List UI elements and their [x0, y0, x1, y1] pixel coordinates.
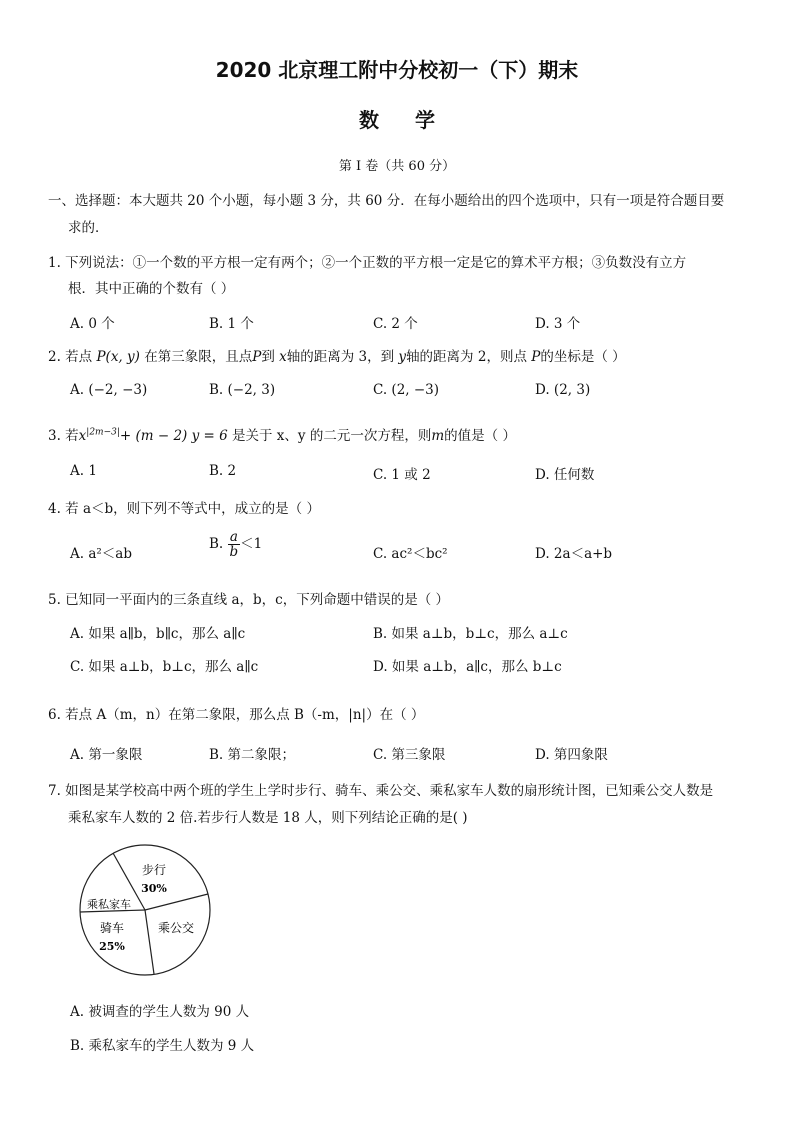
pie-label-bus: 乘公交 [157, 921, 195, 935]
question-6-option-c: C. 第三象限 [373, 747, 446, 763]
pie-chart [70, 840, 220, 980]
q2-point-p-expr: P(x, y) [96, 349, 140, 365]
q2-part-g: 轴的距离为 3，到 [286, 349, 395, 365]
question-2-option-d: D. (2, 3) [535, 382, 591, 398]
question-6-stem: 6. 若点 A（m，n）在第二象限，那么点 B（-m，|n|）在（ ） [48, 707, 425, 723]
q2-part-k: 的坐标是（ ） [540, 349, 626, 365]
section-heading: 第 I 卷（共 60 分） [338, 159, 456, 174]
question-2-option-c: C. (2, −3) [373, 382, 440, 398]
pie-label-walk: 步行 [141, 863, 167, 877]
pie-label-bike: 骑车 [99, 921, 125, 935]
q3-var-m: m [431, 428, 445, 444]
question-5-stem: 5. 已知同一平面内的三条直线 a，b，c，下列命题中错误的是（ ） [48, 592, 450, 608]
question-5-option-d: D. 如果 a⊥b，a∥c，那么 b⊥c [373, 659, 562, 675]
question-3-stem [48, 424, 516, 444]
question-2-stem [48, 345, 626, 365]
question-3-option-d: D. 任何数 [535, 467, 595, 483]
question-4-option-c: C. ac²＜bc² [373, 546, 448, 562]
q4-fraction-numerator: a [228, 530, 241, 545]
part-intro-line1: 一、选择题：本大题共 20 个小题，每小题 3 分，共 60 分．在每小题给出的四个选项中，只有一项是符合题目要 [48, 193, 725, 209]
question-4-stem: 4. 若 a＜b，则下列不等式中，成立的是（ ） [48, 501, 320, 517]
question-4-option-d: D. 2a＜a+b [535, 546, 613, 562]
question-2-option-b: B. (−2, 3) [209, 382, 276, 398]
q3-var-x: x [78, 428, 87, 444]
question-1-stem-line2: 根．其中正确的个数有（ ） [68, 281, 235, 297]
question-3-option-b: B. 2 [209, 463, 237, 479]
question-1-option-b: B. 1 个 [209, 316, 254, 332]
q4-option-b-tail: ＜1 [240, 536, 263, 552]
question-5-option-b: B. 如果 a⊥b，b⊥c，那么 a⊥c [373, 626, 568, 642]
q2-part-e: 到 [261, 349, 275, 365]
question-2-option-a: A. (−2, −3) [70, 382, 148, 398]
pie-value-bike: 25% [99, 940, 125, 953]
question-1-option-a: A. 0 个 [70, 316, 115, 332]
question-5-option-c: C. 如果 a⊥b，b⊥c，那么 a∥c [70, 659, 259, 675]
question-7-option-a: A. 被调查的学生人数为 90 人 [70, 1004, 250, 1020]
pie-value-walk: 30% [141, 882, 167, 895]
q2-part-a: 2. 若点 [48, 349, 93, 365]
pie-label-private-car: 乘私家车 [87, 898, 131, 911]
question-7-stem-line2: 乘私家车人数的 2 倍.若步行人数是 18 人，则下列结论正确的是( ) [68, 810, 468, 826]
q3-part-f: 的值是（ ） [444, 428, 516, 444]
question-1-option-c: C. 2 个 [373, 316, 418, 332]
question-4-option-b [209, 530, 262, 559]
question-5-option-a: A. 如果 a∥b，b∥c，那么 a∥c [70, 626, 246, 642]
page-title: 2020 北京理工附中分校初一（下）期末 [215, 58, 579, 82]
question-6-option-b: B. 第二象限； [209, 747, 296, 763]
q2-point-p-2: P [531, 349, 541, 365]
q2-point-p: P [252, 349, 262, 365]
q2-part-i: 轴的距离为 2，则点 [406, 349, 527, 365]
part-intro-line2: 求的． [68, 220, 109, 236]
question-3-option-a: A. 1 [70, 463, 97, 479]
q4-option-b-label: B. [209, 536, 224, 552]
q2-axis-x: x [279, 349, 287, 365]
question-4-option-a: A. a²＜ab [70, 546, 132, 562]
q4-fraction-denominator: b [229, 544, 239, 560]
subject-title: 数学 [359, 108, 471, 132]
q2-part-c: 在第三象限，且点 [144, 349, 253, 365]
question-6-option-d: D. 第四象限 [535, 747, 608, 763]
question-1-option-d: D. 3 个 [535, 316, 581, 332]
q3-exponent: |2m−3| [86, 427, 120, 438]
question-7-stem-line1: 7. 如图是某学校高中两个班的学生上学时步行、骑车、乘公交、乘私家车人数的扇形统计图，已知乘公交人数是 [48, 783, 714, 799]
question-3-option-c: C. 1 或 2 [373, 467, 431, 483]
q3-equation: + (m − 2) y = 6 [119, 428, 228, 444]
q4-fraction [228, 530, 241, 559]
question-1-stem-line1: 1. 下列说法：①一个数的平方根一定有两个；②一个正数的平方根一定是它的算术平方根；③负数没有立方 [48, 255, 687, 271]
q2-axis-y: y [398, 349, 407, 365]
question-6-option-a: A. 第一象限 [70, 747, 143, 763]
question-7-option-b: B. 乘私家车的学生人数为 9 人 [70, 1038, 255, 1054]
q3-part-a: 3. 若 [48, 428, 79, 444]
q3-part-d: 是关于 x、y 的二元一次方程，则 [232, 428, 432, 444]
